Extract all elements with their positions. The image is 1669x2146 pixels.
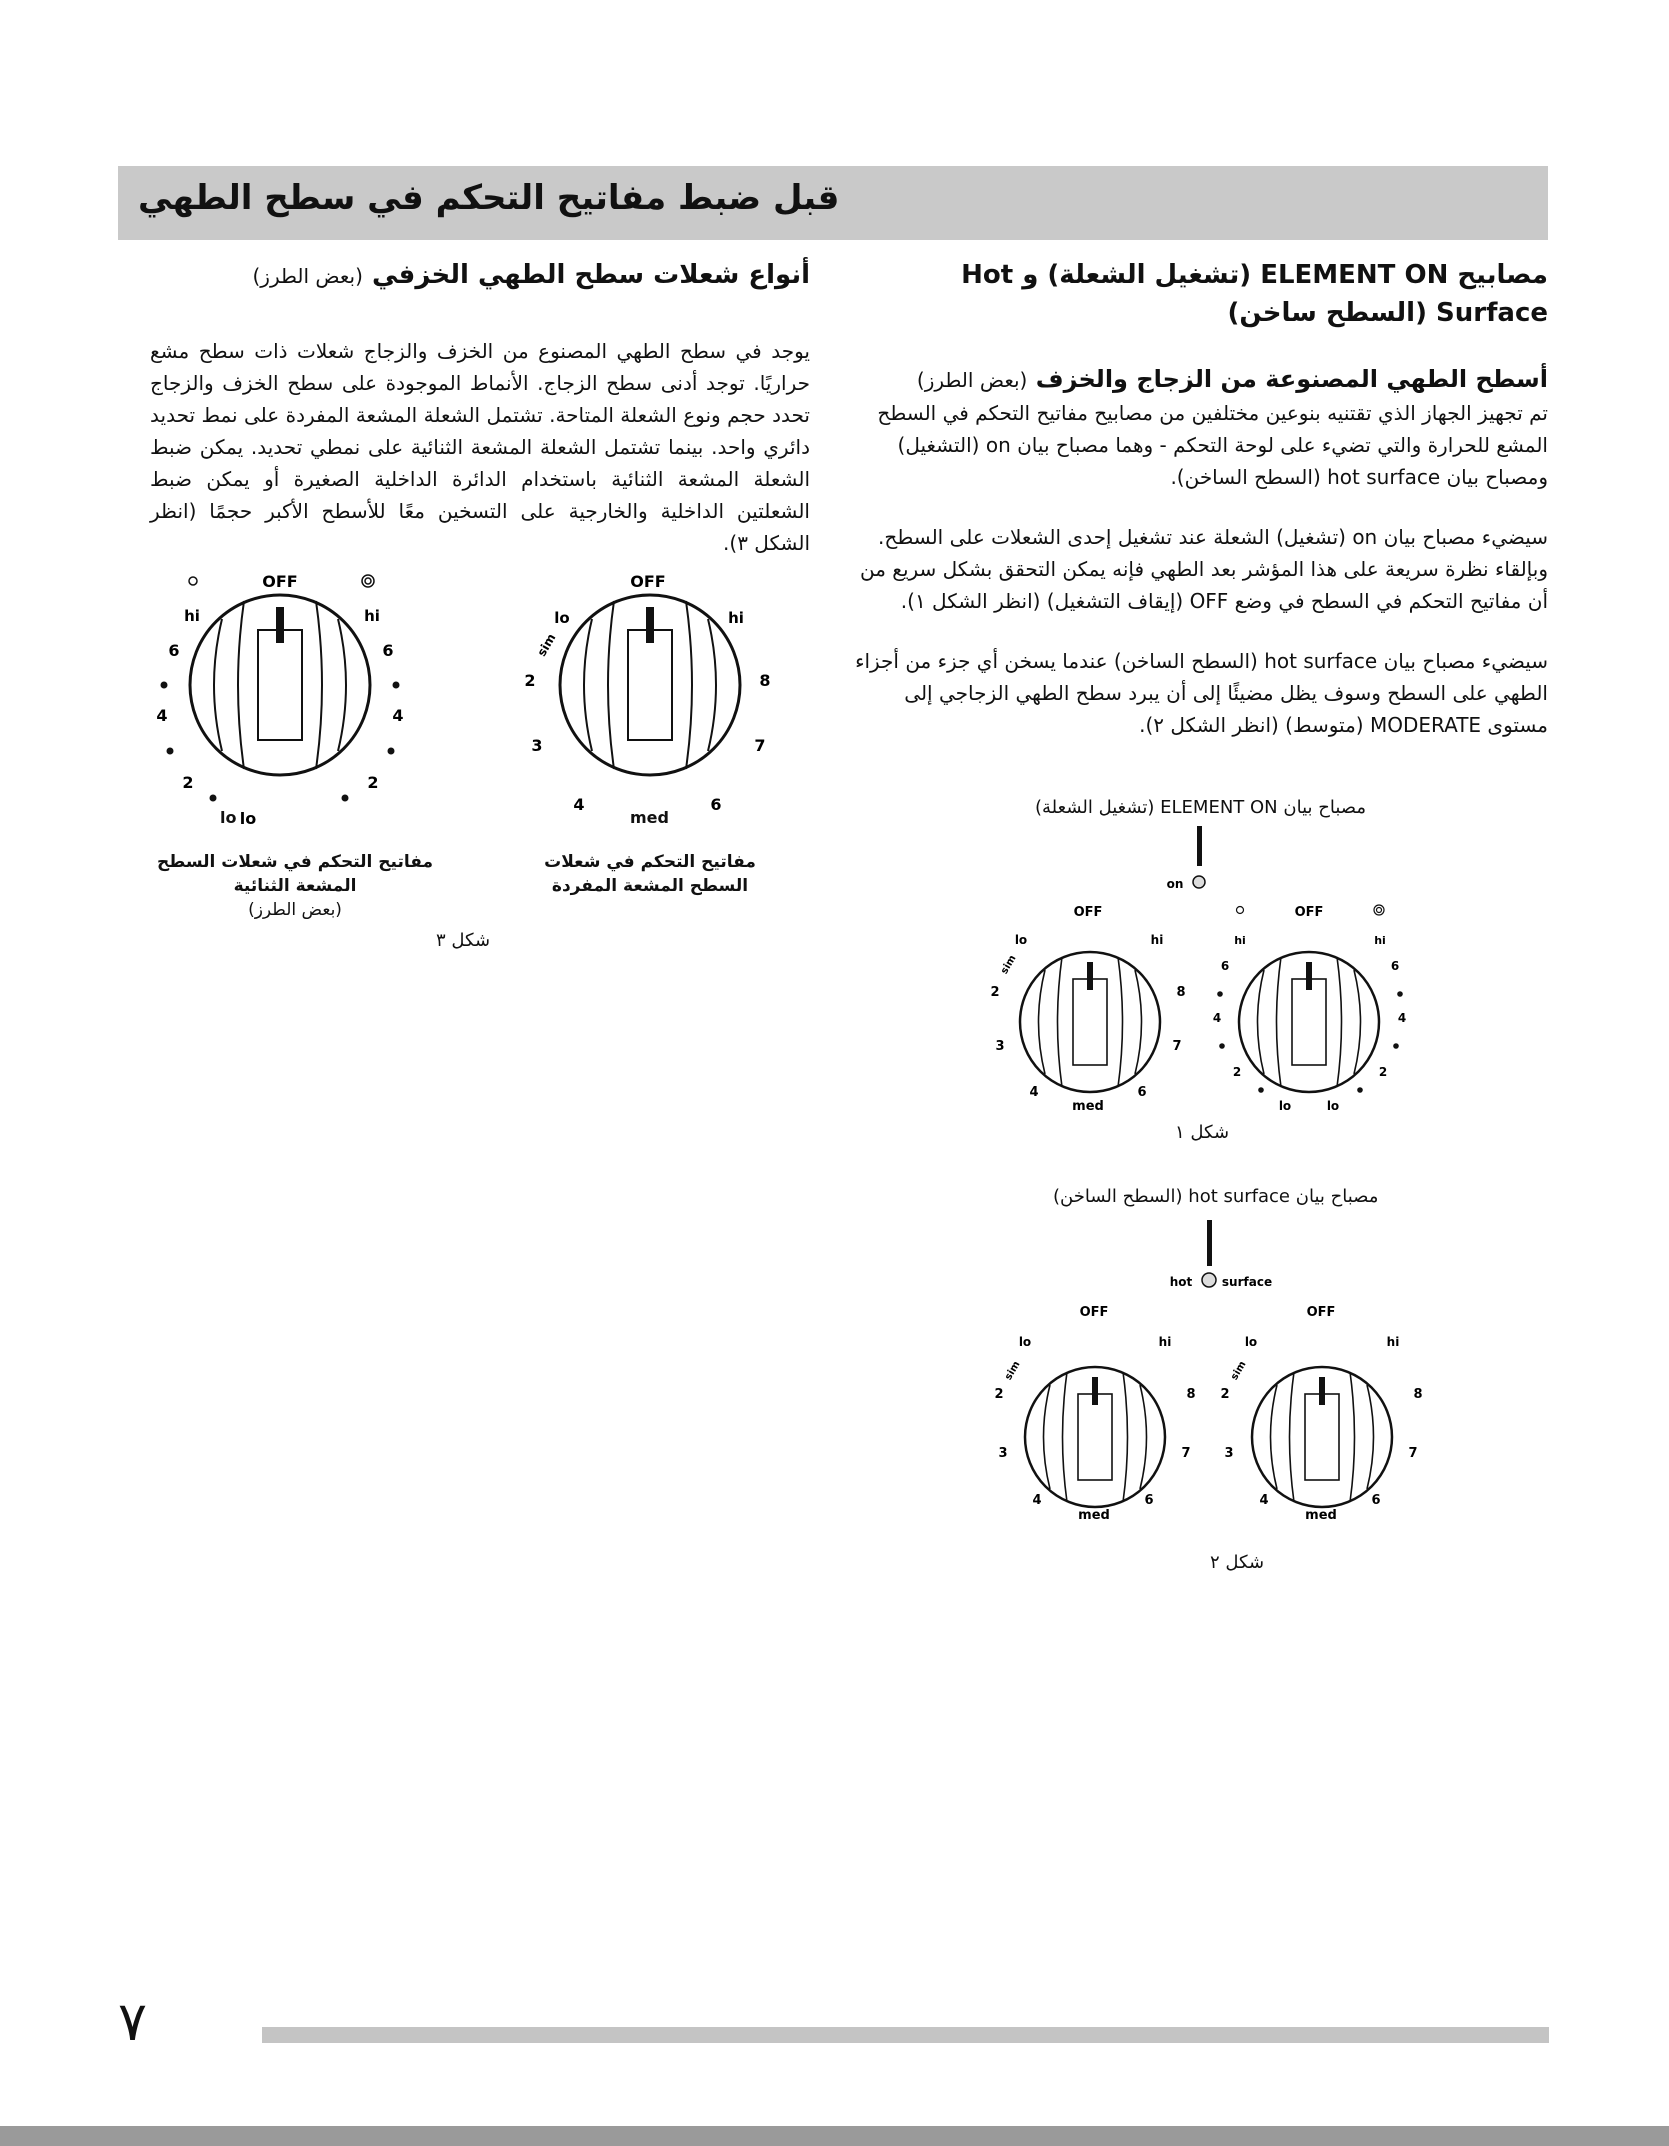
dual-knob-caption-line-1: مفاتيح التحكم في شعلات السطح [157, 852, 433, 872]
figure-2-indicator-label: مصباح بيان hot surface (السطح الساخن) [1053, 1186, 1379, 1207]
fig2-left-off: OFF [1079, 1305, 1109, 1320]
footer-rule [262, 2027, 1549, 2043]
hot-indicator-label: hot [1169, 1275, 1193, 1289]
single-knob-hi-label: hi [728, 609, 744, 627]
fig2-right-7: 7 [1408, 1446, 1418, 1461]
right-paragraph-3: سيضيء مصباح بيان hot surface (السطح الساخن) عندما يسخن أي جزء من أجزاء الطهي على السطح وسوف يظل مضيئًا إلى أن يبرد سطح الطهي الزجاجي إلى مستوى MODERATE (متوسط) (انظر الشكل ٢). [855, 649, 1548, 737]
right-subheading-note: (بعض الطرز) [916, 368, 1028, 392]
single-knob-7-label: 7 [754, 736, 766, 755]
fig2-left-knob [1025, 1367, 1165, 1507]
right-heading: مصابيح ELEMENT ON (تشغيل الشعلة) و Hot Surface (السطح ساخن) [961, 260, 1548, 328]
fig2-left-4: 4 [1032, 1493, 1042, 1508]
figure-1-knobs [975, 822, 1435, 1122]
fig1-dual-6-right: 6 [1390, 959, 1400, 973]
fig1-dual-off: OFF [1294, 905, 1324, 920]
fig2-left-8: 8 [1186, 1387, 1196, 1402]
hot-surface-indicator-light-icon [1202, 1273, 1216, 1287]
on-indicator-light-icon [1193, 876, 1205, 888]
fig2-right-8: 8 [1413, 1387, 1423, 1402]
fig2-right-2: 2 [1220, 1387, 1230, 1402]
single-knob-8-label: 8 [759, 671, 771, 690]
surface-indicator-label: surface [1221, 1275, 1273, 1289]
fig1-single-hi: hi [1150, 933, 1164, 947]
single-knob-caption-line-2: السطح المشعة المفردة [551, 876, 749, 896]
fig1-dual-hi-right: hi [1374, 934, 1386, 947]
bottom-edge-bar [0, 2126, 1669, 2146]
dual-knob-hi-left: hi [184, 607, 200, 625]
right-paragraph-2: سيضيء مصباح بيان on (تشغيل) الشعلة عند تشغيل إحدى الشعلات على السطح. وبإلقاء نظرة سريعة على هذا المؤشر بعد الطهي فإنه يمكن التحقق بشكل سريع من أن مفاتيح التحكم في السطح في وضع OFF (إيقاف التشغيل) (انظر الشكل ١). [860, 525, 1548, 613]
dual-knob-caption-line-2: المشعة الثنائية [233, 876, 357, 896]
dual-knob-4-right: 4 [392, 706, 404, 725]
fig2-right-4: 4 [1259, 1493, 1269, 1508]
single-knob-2-label: 2 [524, 671, 536, 690]
fig1-single-knob [1020, 952, 1160, 1092]
single-knob-caption [530, 850, 770, 898]
fig1-dual-2-right: 2 [1378, 1065, 1388, 1079]
single-knob-lo-label: lo [554, 609, 570, 627]
left-column [150, 256, 810, 559]
fig2-right-hi: hi [1386, 1335, 1400, 1349]
fig1-single-sim: sim [999, 953, 1019, 977]
single-knob-caption-line-1: مفاتيح التحكم في شعلات [544, 852, 756, 872]
on-indicator-label: on [1166, 877, 1184, 891]
single-knob-6-label: 6 [710, 795, 722, 814]
fig2-left-3: 3 [998, 1446, 1008, 1461]
fig1-single-off: OFF [1073, 905, 1103, 920]
fig2-left-hi: hi [1158, 1335, 1172, 1349]
fig2-left-6: 6 [1144, 1493, 1154, 1508]
fig2-right-6: 6 [1371, 1493, 1381, 1508]
single-knob-4-label: 4 [573, 795, 585, 814]
figure-2-label: شكل ٢ [1210, 1552, 1265, 1573]
dual-knob-caption-note: (بعض الطرز) [248, 900, 342, 920]
fig1-single-med: med [1072, 1099, 1104, 1114]
dual-knob-hi-right: hi [364, 607, 380, 625]
fig1-single-lo: lo [1014, 933, 1028, 947]
left-heading-text: أنواع شعلات سطح الطهي الخزفي [372, 260, 810, 290]
figure-1-svg [975, 822, 1435, 1122]
fig1-dual-lo-right: lo [1326, 1099, 1340, 1113]
dual-knob-6-left: 6 [168, 641, 180, 660]
fig2-left-2: 2 [994, 1387, 1004, 1402]
fig1-dual-lo-left: lo [1278, 1099, 1292, 1113]
figure-2-knobs [975, 1212, 1435, 1542]
fig2-left-sim: sim [1003, 1359, 1023, 1383]
right-subheading-text: أسطح الطهي المصنوعة من الزجاج والخزف [1035, 365, 1548, 393]
right-column [855, 256, 1548, 741]
dual-ring-icon [362, 575, 374, 587]
fig1-single-4: 4 [1029, 1085, 1039, 1100]
fig1-dual-2-left: 2 [1232, 1065, 1242, 1079]
fig1-single-6: 6 [1137, 1085, 1147, 1100]
dual-knob-caption [150, 850, 440, 922]
right-paragraph-1: تم تجهيز الجهاز الذي تقتنيه بنوعين مختلفين من مصابيح مفاتيح التحكم في السطح المشع للحرارة والتي تضيء على لوحة التحكم - وهما مصباح بيان on (التشغيل) ومصباح بيان hot surface (السطح الساخن). [877, 401, 1548, 489]
fig1-single-7: 7 [1172, 1039, 1182, 1054]
section-title: قبل ضبط مفاتيح التحكم في سطح الطهي [138, 178, 840, 218]
single-knob-3-label: 3 [531, 736, 543, 755]
fig2-right-sim: sim [1229, 1359, 1249, 1383]
single-knob-med-label: med [630, 808, 669, 827]
section-banner [118, 166, 1548, 240]
fig1-single-3: 3 [995, 1039, 1005, 1054]
dual-element-knob [190, 595, 370, 775]
fig2-left-lo: lo [1018, 1335, 1032, 1349]
fig2-right-med: med [1305, 1508, 1337, 1523]
fig1-dual-6-left: 6 [1220, 959, 1230, 973]
fig1-dual-4-right: 4 [1397, 1011, 1407, 1025]
fig1-dual-knob [1239, 952, 1379, 1092]
dual-knob-2-right: 2 [367, 773, 379, 792]
right-subheading [855, 362, 1548, 397]
figure-3-label: شكل ٣ [436, 930, 491, 951]
fig1-single-8: 8 [1176, 985, 1186, 1000]
figure-2-svg [975, 1212, 1435, 1542]
left-paragraph: يوجد في سطح الطهي المصنوع من الخزف والزجاج شعلات ذات سطح مشع حراريًا. توجد أدنى سطح الزجاج. الأنماط الموجودة على سطح الخزف والزجاج تحدد حجم ونوع الشعلة المتاحة. تشتمل الشعلة المشعة المفردة على نمط تحديد دائري واحد. بينما تشتمل الشعلة المشعة الثنائية على نمطي تحديد. يمكن ضبط الشعلة المشعة الثنائية باستخدام الدائرة الداخلية الصغيرة أو يمكن ضبط الشعلتين الداخلية والخارجية على التسخين معًا للأسطح الأكبر حجمًا (انظر الشكل ٣). [150, 339, 810, 555]
fig2-right-3: 3 [1224, 1446, 1234, 1461]
dual-knob-lo-right: lo [220, 808, 237, 827]
figure-1-label: شكل ١ [1175, 1122, 1230, 1143]
dual-knob-2-left: 2 [182, 773, 194, 792]
dual-knob-off-label: OFF [262, 572, 298, 591]
single-knob-sim-label: sim [534, 631, 559, 659]
fig2-right-off: OFF [1306, 1305, 1336, 1320]
single-element-knob [560, 595, 740, 775]
fig2-right-lo: lo [1244, 1335, 1258, 1349]
left-heading-note: (بعض الطرز) [252, 264, 363, 288]
single-ring-icon [189, 577, 197, 585]
figure-1-indicator-label: مصباح بيان ELEMENT ON (تشغيل الشعلة) [1035, 797, 1367, 818]
fig1-dual-hi-left: hi [1234, 934, 1246, 947]
fig1-single-2: 2 [990, 985, 1000, 1000]
fig1-dual-4-left: 4 [1212, 1011, 1222, 1025]
fig2-right-knob [1252, 1367, 1392, 1507]
dual-knob-lo-left: lo [239, 809, 257, 828]
dual-knob-4-left: 4 [156, 706, 168, 725]
fig2-left-med: med [1078, 1508, 1110, 1523]
page-number: ٧ [118, 1990, 148, 2053]
left-heading [150, 256, 810, 295]
dual-knob-6-right: 6 [382, 641, 394, 660]
fig2-left-7: 7 [1181, 1446, 1191, 1461]
single-knob-off-label: OFF [630, 572, 666, 591]
